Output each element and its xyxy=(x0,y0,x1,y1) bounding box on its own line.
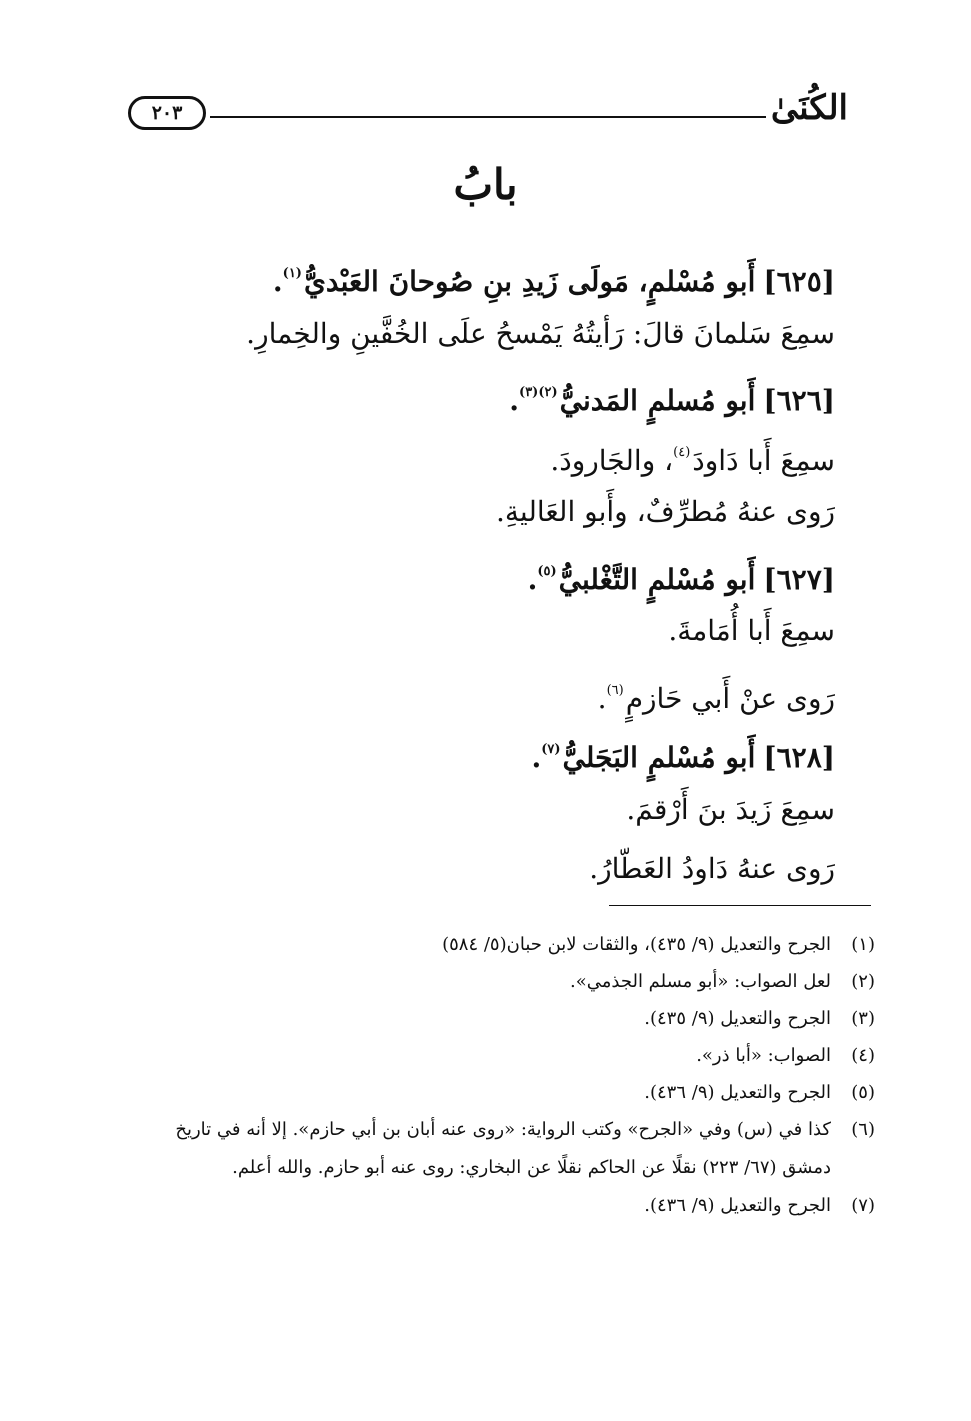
line-text: سمِعَ أَبا دَاودَ xyxy=(692,443,835,477)
text-line xyxy=(95,845,835,905)
footnote-text: كذا في (س) وفي «الجرح» وكتب الرواية: «روى عنه أبان بن أبي حازم». إلا أنه في تاريخ دمشق (٦٧/ ٢٢٣) نقلًا عن الحاكم نقلًا عن البخاري: روى عنه أبو حازم. والله أعلم. xyxy=(175,1119,831,1178)
text-line xyxy=(95,786,835,846)
line-text: سمِعَ زَيدَ بنَ أَرْقمَ. xyxy=(626,792,835,826)
footnote-number: (٤) xyxy=(851,1045,875,1066)
entry-number: [٦٢٥] xyxy=(763,265,835,298)
main-text xyxy=(95,250,835,905)
line-text: أَبو مُسلمٍ المَدنيُّ xyxy=(559,384,756,417)
entry-heading xyxy=(95,369,835,429)
footnote-number: (٢) xyxy=(851,971,875,992)
text-line xyxy=(95,667,835,727)
line-text: رَوى عنهُ مُطرِّفٌ، وأَبو العَاليةِ. xyxy=(495,495,835,528)
running-header xyxy=(128,88,848,138)
line-ending: . xyxy=(597,681,607,715)
line-ending: . xyxy=(531,741,542,774)
line-text: سمِعَ أَبا أُمَامةَ. xyxy=(668,614,835,647)
text-line xyxy=(95,310,835,370)
line-text: أَبو مُسْلمٍ، مَولَى زَيدِ بنِ صُوحانَ العَبْديُّ xyxy=(303,265,756,298)
running-title: الكُنَىٰ xyxy=(770,88,848,128)
line-ending: ، والجَارودَ. xyxy=(550,443,674,477)
entry-number: [٦٢٦] xyxy=(763,384,835,417)
footnote-item xyxy=(130,1187,875,1224)
footnote-marker: (٢)(٣) xyxy=(519,385,558,400)
footnote-text: لعل الصواب: «أبو مسلم الجذمي». xyxy=(570,971,831,992)
footnote-text: الجرح والتعديل (٩/ ٤٣٦). xyxy=(644,1195,831,1216)
footnote-item xyxy=(130,1000,875,1037)
header-rule xyxy=(210,116,766,118)
text-line xyxy=(95,488,835,548)
line-text: رَوى عنْ أَبي حَازمٍ xyxy=(625,681,835,715)
footnote-number: (١) xyxy=(851,934,875,955)
line-ending: . xyxy=(509,384,520,417)
page-number-badge xyxy=(128,96,206,130)
footnote-number: (٣) xyxy=(851,1008,875,1029)
footnote-item xyxy=(130,1074,875,1111)
footnote-number: (٧) xyxy=(851,1195,875,1216)
line-ending: . xyxy=(527,562,538,596)
footnote-item xyxy=(130,1037,875,1074)
footnote-item xyxy=(130,963,875,1000)
footnote-marker: (٦) xyxy=(606,682,624,698)
footnote-text: الجرح والتعديل (٩/ ٤٣٦). xyxy=(644,1082,831,1103)
entry-heading xyxy=(95,726,835,786)
entry-number: [٦٢٨] xyxy=(763,741,835,774)
footnote-item xyxy=(130,1111,875,1187)
footnote-text: الصواب: «أبا ذر». xyxy=(696,1045,831,1066)
footnote-text: الجرح والتعديل (٩/ ٤٣٥). xyxy=(644,1008,831,1029)
footnote-number: (٦) xyxy=(851,1119,875,1140)
line-text: أَبو مُسْلمٍ التَّغْلبيُّ xyxy=(558,562,756,596)
page-number: ٢٠٣ xyxy=(151,102,183,124)
line-ending: . xyxy=(272,265,283,298)
chapter-heading: بابُ xyxy=(453,160,518,209)
text-line xyxy=(95,429,835,489)
footnote-marker: (٥) xyxy=(537,563,557,579)
footnote-number: (٥) xyxy=(851,1082,875,1103)
footnote-marker: (١) xyxy=(282,266,302,281)
footnote-marker: (٤) xyxy=(673,444,691,460)
footnote-marker: (٧) xyxy=(541,742,561,757)
entry-number: [٦٢٧] xyxy=(763,562,835,596)
footnote-separator xyxy=(609,905,871,906)
line-text: رَوى عنهُ دَاودُ العَطّارُ. xyxy=(589,852,835,885)
text-line xyxy=(95,607,835,667)
footnote-text: الجرح والتعديل (٩/ ٤٣٥)، والثقات لابن حبان(٥/ ٥٨٤) xyxy=(442,934,831,955)
footnotes xyxy=(130,926,875,1224)
entry-heading xyxy=(95,250,835,310)
line-text: سمِعَ سَلمانَ قالَ: رَأيتُهُ يَمْسحُ علَى الخُفَّينِ والخِمارِ. xyxy=(246,316,835,350)
footnote-item xyxy=(130,926,875,963)
entry-heading xyxy=(95,548,835,608)
line-text: أَبو مُسْلمٍ البَجَليُّ xyxy=(562,741,756,774)
